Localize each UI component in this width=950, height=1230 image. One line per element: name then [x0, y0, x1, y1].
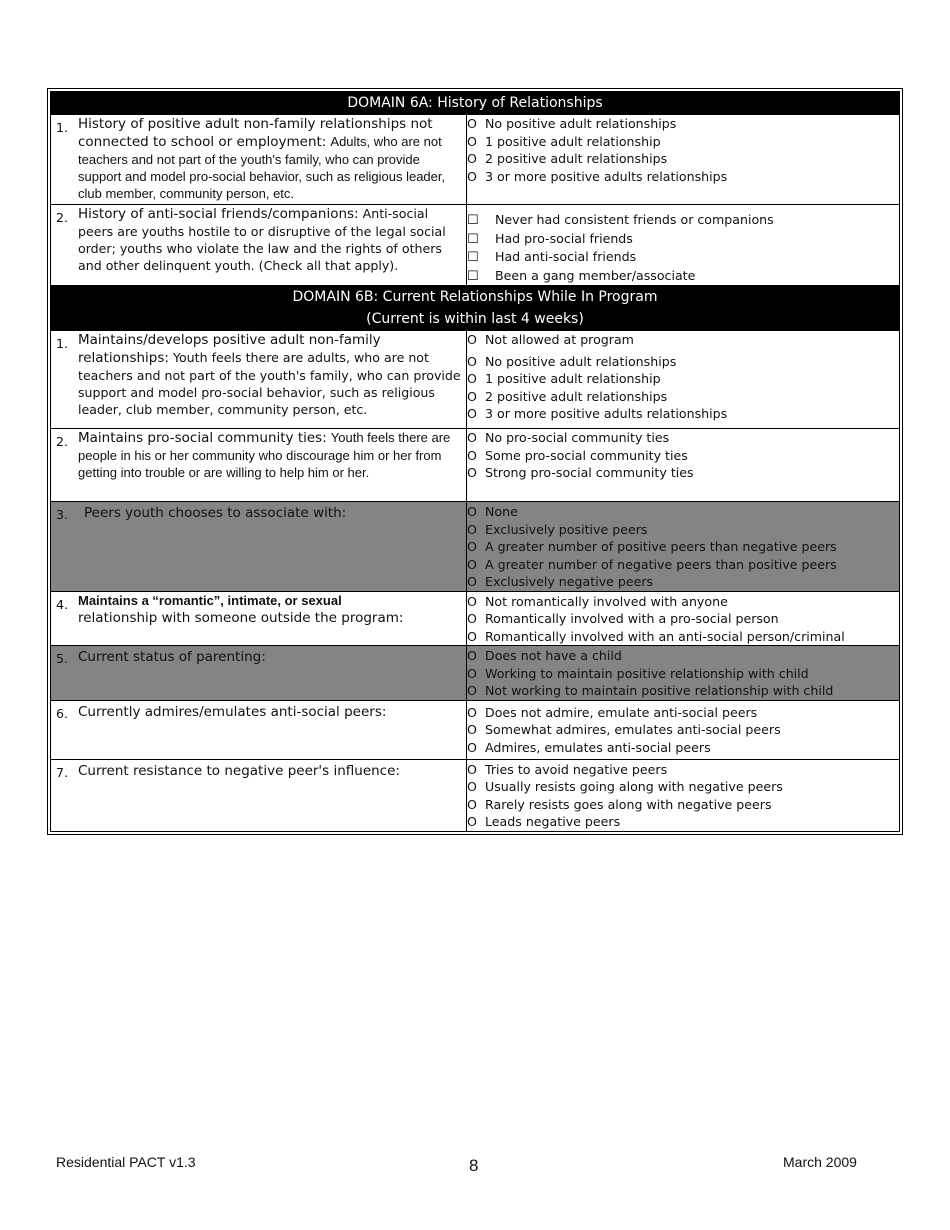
checkbox-option[interactable]: ☐ Been a gang member/associate: [467, 267, 696, 284]
page-number: 8: [469, 1156, 479, 1175]
radio-option[interactable]: O 2 positive adult relationships: [467, 151, 668, 166]
radio-mark: O: [467, 406, 477, 421]
item-number: 2.: [56, 210, 69, 225]
radio-mark: O: [467, 539, 477, 554]
item-lead: Maintains pro-social community ties:: [78, 430, 327, 446]
radio-mark: O: [467, 388, 477, 404]
radio-mark: O: [467, 761, 477, 777]
item-description: Youth feels there are people in his or her community who discourage him or her from getting into trouble or are willing to help him or her.: [78, 430, 451, 480]
domain-6b-item-7-row: [51, 759, 900, 831]
radio-option[interactable]: O 3 or more positive adults relationships: [467, 168, 728, 184]
radio-option[interactable]: O Leads negative peers: [467, 814, 621, 829]
radio-option[interactable]: O No positive adult relationships: [467, 353, 677, 369]
radio-mark: O: [467, 353, 477, 369]
domain-6b-item-2-row: [51, 429, 900, 502]
item-description: relationship with someone outside the program:: [78, 609, 404, 626]
domain-6a-item-1-row: [51, 115, 900, 205]
radio-mark: O: [467, 465, 477, 480]
radio-mark: O: [467, 665, 477, 681]
item-lead: History of positive adult non-family relationships not connected to school or employment:: [78, 116, 433, 150]
checkbox-icon: ☐: [467, 250, 479, 265]
radio-mark: O: [467, 739, 477, 755]
radio-option[interactable]: O Exclusively negative peers: [467, 574, 654, 589]
radio-mark: O: [467, 593, 477, 609]
options-cell: [467, 646, 900, 701]
domain-6a-header-row: [51, 92, 900, 115]
domain-6b-header: [51, 286, 900, 331]
radio-mark: O: [467, 648, 477, 663]
radio-option[interactable]: O No pro-social community ties: [467, 430, 670, 445]
radio-option[interactable]: O Exclusively positive peers: [467, 521, 648, 537]
footer-version: Residential PACT v1.3: [56, 1154, 196, 1170]
domain-6b-item-5-row: [51, 646, 900, 701]
item-number: 5.: [56, 651, 69, 666]
radio-option[interactable]: O Usually resists going along with negative peers: [467, 779, 783, 794]
radio-option[interactable]: O Somewhat admires, emulates anti-social peers: [467, 722, 781, 737]
item-number: 4.: [56, 596, 69, 612]
footer-date: March 2009: [783, 1154, 857, 1170]
radio-mark: O: [467, 722, 477, 737]
radio-option[interactable]: O A greater number of negative peers than positive peers: [467, 556, 837, 572]
assessment-form: [47, 88, 903, 835]
radio-option[interactable]: O Some pro-social community ties: [467, 447, 688, 463]
item-lead: Maintains a “romantic”, intimate, or sexual: [78, 592, 342, 608]
checkbox-icon: ☐: [467, 231, 479, 247]
radio-mark: O: [467, 521, 477, 537]
question-cell: [51, 502, 467, 592]
item-lead: Current resistance to negative peer's influence:: [78, 762, 400, 779]
radio-option[interactable]: O 1 positive adult relationship: [467, 133, 661, 149]
domain-6a-title: DOMAIN 6A: History of Relationships: [51, 92, 900, 115]
question-cell: [51, 759, 467, 831]
item-description: Anti-social peers are youths hostile to or disruptive of the legal social order; youths who violate the law and the rights of others and other delinquent youth. (Check all that apply).: [78, 206, 446, 273]
radio-option[interactable]: O Romantically involved with an anti-social person/criminal: [467, 628, 845, 644]
radio-mark: O: [467, 151, 477, 166]
item-number: 1.: [56, 120, 69, 135]
domain-6b-item-4-row: [51, 591, 900, 646]
radio-option[interactable]: O 3 or more positive adults relationships: [467, 406, 728, 421]
question-cell: [51, 115, 467, 205]
item-lead: Currently admires/emulates anti-social peers:: [78, 703, 387, 720]
radio-mark: O: [467, 556, 477, 572]
item-number: 1.: [56, 336, 69, 351]
item-number: 7.: [56, 764, 69, 780]
domain-6b-title: DOMAIN 6B: Current Relationships While In Program: [292, 289, 658, 305]
domain-6b-item-3-row: [51, 502, 900, 592]
radio-mark: O: [467, 447, 477, 463]
domain-6-table: [50, 91, 900, 832]
radio-mark: O: [467, 116, 477, 131]
radio-option[interactable]: O 2 positive adult relationships: [467, 388, 668, 404]
radio-option[interactable]: O Tries to avoid negative peers: [467, 761, 668, 777]
options-cell: [467, 429, 900, 502]
checkbox-icon: ☐: [467, 268, 479, 284]
question-cell: [51, 331, 467, 429]
radio-option[interactable]: O Not working to maintain positive relationship with child: [467, 683, 834, 698]
radio-mark: O: [467, 504, 477, 519]
checkbox-option[interactable]: ☐ Had anti-social friends: [467, 249, 637, 265]
radio-mark: O: [467, 796, 477, 812]
radio-option[interactable]: O None: [467, 504, 518, 519]
radio-mark: O: [467, 704, 477, 720]
options-cell: [467, 700, 900, 759]
radio-option[interactable]: O No positive adult relationships: [467, 116, 677, 131]
item-number: 3.: [56, 507, 69, 522]
radio-option[interactable]: O Working to maintain positive relationship with child: [467, 665, 809, 681]
radio-option[interactable]: O Admires, emulates anti-social peers: [467, 739, 711, 755]
radio-mark: O: [467, 611, 477, 626]
radio-option[interactable]: O Romantically involved with a pro-social person: [467, 611, 779, 626]
radio-mark: O: [467, 133, 477, 149]
radio-mark: O: [467, 371, 477, 386]
radio-mark: O: [467, 683, 477, 698]
item-description: Adults, who are not teachers and not part of the youth's family, who can provide support and model pro-social behavior, such as religious leader, club member, community person, etc.: [78, 134, 446, 201]
item-lead: Current status of parenting:: [78, 649, 266, 665]
radio-option[interactable]: O Strong pro-social community ties: [467, 465, 694, 480]
checkbox-option[interactable]: ☐ Had pro-social friends: [467, 230, 633, 247]
radio-option[interactable]: O Does not admire, emulate anti-social peers: [467, 704, 758, 720]
options-cell: [467, 591, 900, 646]
radio-mark: O: [467, 332, 477, 347]
radio-mark: O: [467, 430, 477, 445]
question-cell: [51, 205, 467, 286]
options-cell: [467, 759, 900, 831]
radio-option[interactable]: O A greater number of positive peers than negative peers: [467, 539, 837, 554]
radio-mark: O: [467, 168, 477, 184]
domain-6b-subtitle: (Current is within last 4 weeks): [366, 311, 584, 327]
domain-6b-item-1-row: [51, 331, 900, 429]
radio-mark: O: [467, 574, 477, 589]
question-cell: [51, 700, 467, 759]
domain-6b-header-row: [51, 286, 900, 331]
item-lead: Peers youth chooses to associate with:: [84, 505, 347, 521]
options-cell: [467, 502, 900, 592]
item-number: 6.: [56, 705, 69, 721]
options-cell: [467, 331, 900, 429]
question-cell: [51, 591, 467, 646]
options-cell: [467, 205, 900, 286]
checkbox-option[interactable]: ☐ Never had consistent friends or companions: [467, 212, 774, 228]
checkbox-icon: ☐: [467, 213, 479, 228]
radio-option[interactable]: O Not romantically involved with anyone: [467, 593, 728, 609]
radio-option[interactable]: O 1 positive adult relationship: [467, 371, 661, 386]
domain-6a-item-2-row: [51, 205, 900, 286]
item-number: 2.: [56, 434, 69, 449]
radio-option[interactable]: O Rarely resists goes along with negative peers: [467, 796, 772, 812]
radio-option[interactable]: O Does not have a child: [467, 648, 622, 663]
question-cell: [51, 646, 467, 701]
domain-6b-item-6-row: [51, 700, 900, 759]
item-lead: Maintains/develops positive adult non-family relationships:: [78, 332, 381, 366]
item-description: Youth feels there are adults, who are not teachers and not part of the youth's family, who can provide support and model pro-social behavior, such as religious leader, club member, community person, etc.: [78, 350, 461, 417]
options-cell: [467, 115, 900, 205]
radio-mark: O: [467, 779, 477, 794]
radio-option[interactable]: O Not allowed at program: [467, 332, 634, 347]
radio-mark: O: [467, 814, 477, 829]
question-cell: [51, 429, 467, 502]
radio-mark: O: [467, 628, 477, 644]
item-lead: History of anti-social friends/companions:: [78, 206, 359, 222]
